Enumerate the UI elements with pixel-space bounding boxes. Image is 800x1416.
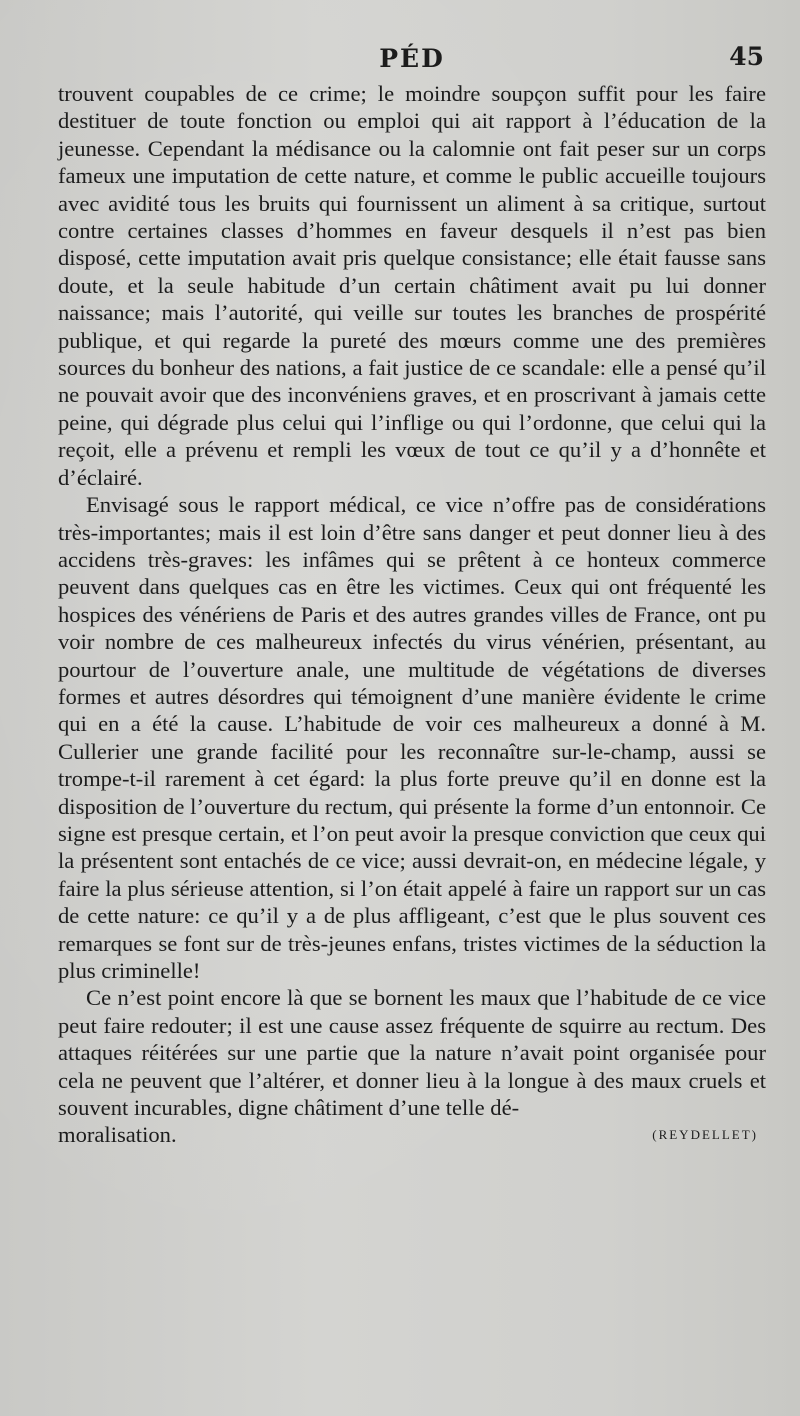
running-head: PÉD — [379, 44, 445, 73]
paragraph: Ce n’est point encore là que se bornent les maux que l’habitude de ce vice peut faire redouter; il est une cause assez fréquente de squirre au rectum. Des attaques réitérées sur une partie que la nature n’avait point organisée pour cela ne peuvent que l’altérer, et donner lieu à la longue à des maux cruels et souvent incurables, digne châtiment d’une telle dé- — [58, 985, 766, 1121]
last-line-text: moralisation. — [58, 1122, 177, 1148]
body-text — [58, 80, 766, 1121]
paragraph: Envisagé sous le rapport médical, ce vice n’offre pas de considérations très-importantes; mais il est loin d’être sans danger et peut donner lieu à des accidens très-graves: les infâmes qui se prêtent à ce honteux commerce peuvent dans quelques cas en être les victimes. Ceux qui ont fréquenté les hospices des vénériens de Paris et des autres grandes villes de France, ont pu voir nombre de ces malheureux infectés du virus vénérien, présentant, au pourtour de l’ouverture anale, une multitude de végétations de diverses formes et autres désordres qui témoignent d’une manière évidente le crime qui en a été la cause. L’habitude de voir ces malheureux a donné à M. Cullerier une grande facilité pour les reconnaître sur-le-champ, aussi se trompe-t-il rarement à cet égard: la plus forte preuve qu’il en donne est la disposition de l’ouverture du rectum, qui présente la forme d’un entonnoir. Ce signe est presque certain, et l’on peut avoir la presque conviction que ceux qui la présentent sont entachés de ce vice; aussi devrait-on, en médecine légale, y faire la plus sérieuse attention, si l’on était appelé à faire un rapport sur un cas de cette nature: ce qu’il y a de plus affligeant, c’est que le plus souvent ces remarques se font sur de très-jeunes enfans, tristes victimes de la séduction la plus criminelle! — [58, 492, 766, 983]
paragraph: trouvent coupables de ce crime; le moindre soupçon suffit pour les faire destituer de toute fonction ou emploi qui ait rapport à l’éducation de la jeunesse. Cependant la médisance ou la calomnie ont fait peser sur un corps fameux une imputation de cette nature, et comme le public accueille toujours avec avidité tous les bruits qui fournissent un aliment à sa critique, surtout contre certaines classes d’hommes en faveur desquels il n’est pas bien disposé, cette imputation avait pris quelque consistance; elle était fausse sans doute, et la seule habitude d’un certain châtiment avait pu lui donner naissance; mais l’autorité, qui veille sur toutes les branches de prospérité publique, et qui regarde la pureté des mœurs comme une des premières sources du bonheur des nations, a fait justice de ce scandale: elle a pensé qu’il ne pouvait avoir que des inconvéniens graves, et en proscrivant à jamais cette peine, qui dégrade plus celui qui l’inflige ou qui l’ordonne, que celui qui la reçoit, elle a prévenu et rempli les vœux de tout ce qu’il y a d’honnête et d’éclairé. — [58, 81, 766, 490]
page-header — [58, 40, 766, 80]
author-signature: (REYDELLET) — [652, 1127, 758, 1143]
closing-line — [58, 1121, 766, 1148]
page-number: 45 — [729, 42, 764, 71]
